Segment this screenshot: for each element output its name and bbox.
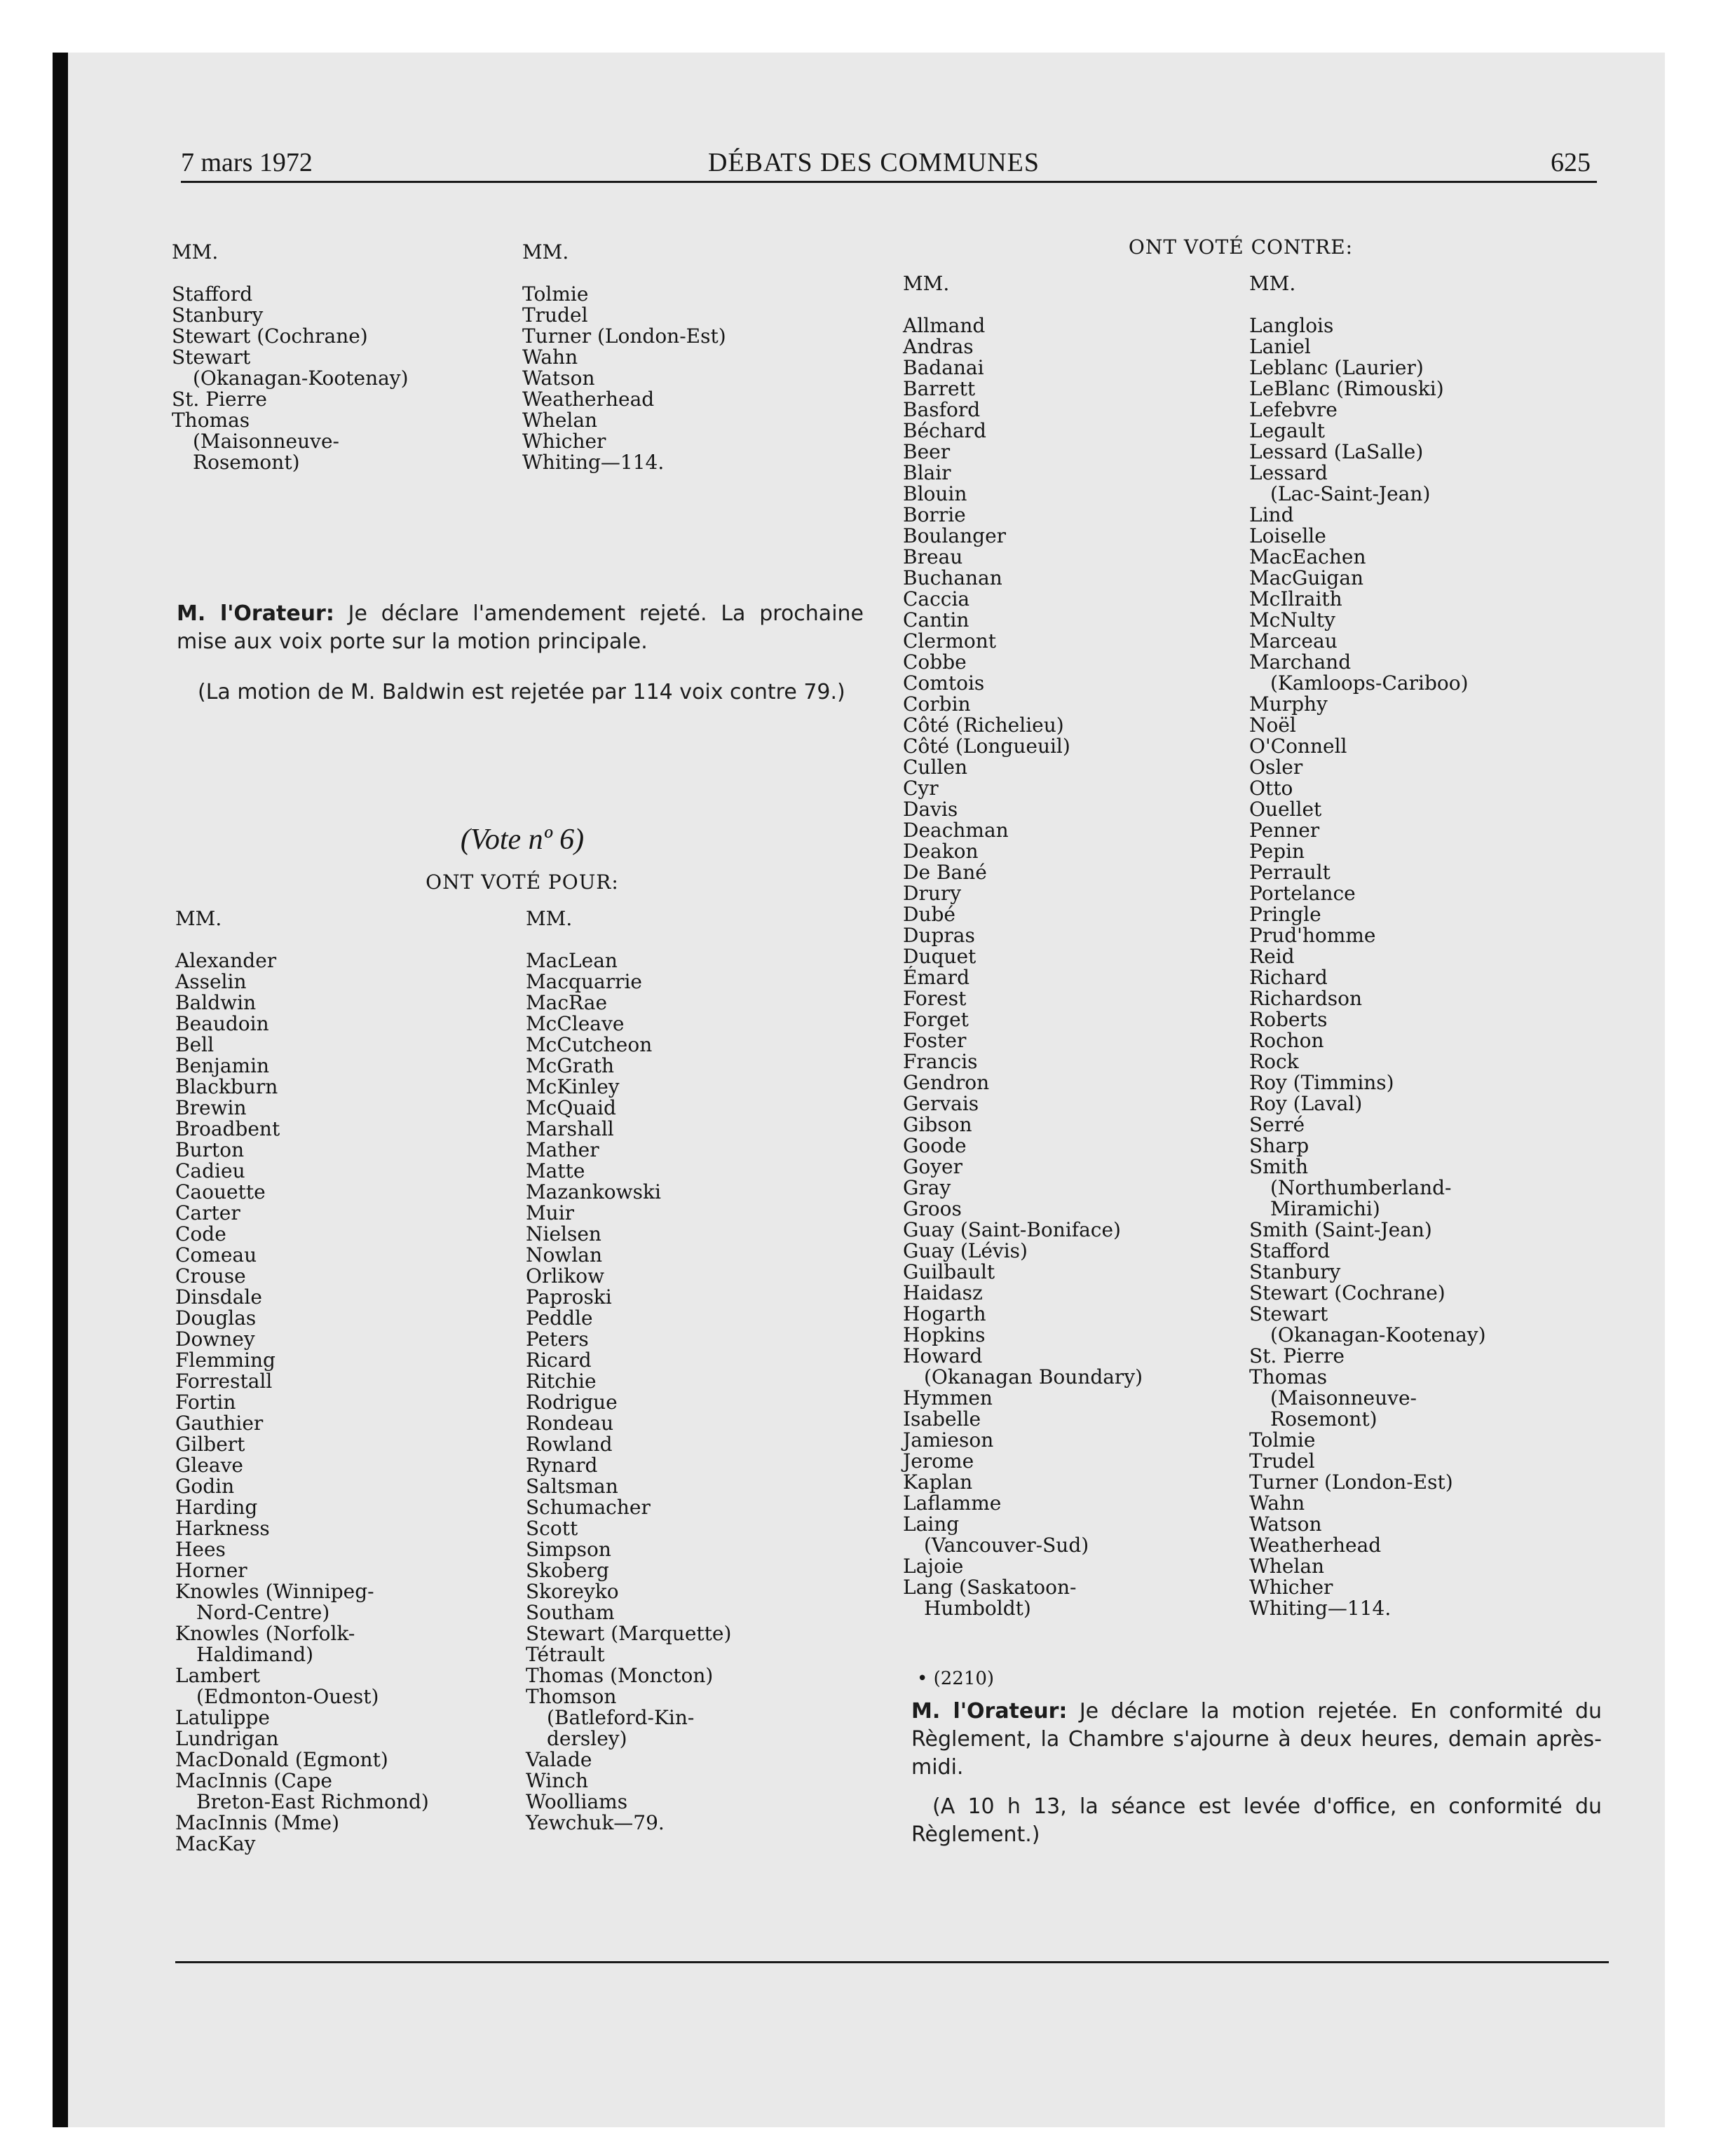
member-name: Orlikow	[526, 1264, 605, 1288]
member-name: Francis	[903, 1050, 978, 1073]
member-name: Stewart (Cochrane)	[1249, 1281, 1445, 1304]
footer-rule	[175, 1961, 1609, 1963]
member-name: Humboldt)	[924, 1597, 1031, 1620]
member-name: Deachman	[903, 819, 1009, 842]
name-list	[522, 284, 726, 473]
header-page-number: 625	[1551, 148, 1591, 177]
member-name: Dinsdale	[175, 1285, 262, 1309]
member-name: Weatherhead	[522, 388, 655, 411]
member-name: Perrault	[1249, 861, 1331, 884]
vote-for-heading: ONT VOTÉ POUR:	[426, 871, 619, 894]
member-name: Brewin	[175, 1096, 247, 1119]
member-name: Marchand	[1249, 650, 1352, 674]
result-paragraph: (La motion de M. Baldwin est rejetée par 114 voix contre 79.)	[198, 680, 845, 704]
member-name: Gervais	[903, 1092, 979, 1115]
member-name: Allmand	[903, 314, 986, 337]
member-name: Lajoie	[903, 1555, 964, 1578]
member-name: Thomas (Moncton)	[526, 1664, 714, 1687]
member-name: O'Connell	[1249, 735, 1347, 758]
speaker-paragraph-motion	[911, 1698, 1602, 1782]
member-name: Caccia	[903, 587, 970, 610]
member-name: Crouse	[175, 1264, 246, 1288]
vote-against-col1	[903, 273, 1143, 1619]
member-name: Baldwin	[175, 991, 257, 1014]
member-name: Clermont	[903, 629, 997, 653]
column-heading: MM.	[175, 907, 222, 930]
member-name: MacLean	[526, 949, 618, 972]
member-name: Boulanger	[903, 524, 1007, 547]
member-name: Rondeau	[526, 1412, 614, 1435]
member-name: Rynard	[526, 1454, 598, 1477]
member-name: Foster	[903, 1029, 967, 1052]
member-name: Guilbault	[903, 1260, 995, 1283]
vote-for-col2	[526, 908, 731, 1834]
member-name: Whicher	[1249, 1576, 1333, 1599]
cont-vote-col2	[522, 242, 726, 473]
member-name: Ouellet	[1249, 798, 1322, 821]
member-name: Marceau	[1249, 629, 1338, 653]
member-name: Stewart (Cochrane)	[172, 325, 368, 348]
member-name: Turner (London-Est)	[522, 325, 726, 348]
page-binding-edge	[53, 53, 68, 2127]
member-name: Asselin	[175, 970, 247, 993]
member-name: (Maisonneuve-	[193, 430, 339, 453]
member-name: Mazankowski	[526, 1180, 661, 1203]
member-name: Corbin	[903, 692, 971, 716]
member-name: Whiting—114.	[522, 451, 665, 474]
member-name: Knowles (Winnipeg-	[175, 1580, 374, 1603]
member-name: (Kamloops-Cariboo)	[1270, 671, 1469, 695]
member-name: St. Pierre	[172, 388, 267, 411]
member-name: Lundrigan	[175, 1727, 279, 1750]
member-name: Thomson	[526, 1685, 617, 1708]
header-title: DÉBATS DES COMMUNES	[708, 148, 1040, 177]
member-name: (Lac-Saint-Jean)	[1270, 482, 1431, 505]
member-name: Whicher	[522, 430, 606, 453]
member-name: Deakon	[903, 840, 979, 863]
member-name: Otto	[1249, 777, 1293, 800]
member-name: Broadbent	[175, 1117, 280, 1140]
member-name: Downey	[175, 1328, 255, 1351]
member-name: Skoberg	[526, 1559, 609, 1582]
vote-for-col1	[175, 908, 429, 1855]
speaker-label: M. l'Orateur:	[177, 601, 334, 626]
member-name: Douglas	[175, 1306, 257, 1330]
member-name: Buchanan	[903, 566, 1002, 589]
member-name: Blackburn	[175, 1075, 278, 1098]
member-name: Tolmie	[522, 282, 589, 306]
member-name: Wahn	[522, 346, 578, 369]
member-name: Goode	[903, 1134, 967, 1157]
member-name: Lessard (LaSalle)	[1249, 440, 1424, 463]
member-name: Stafford	[172, 282, 253, 306]
member-name: MacRae	[526, 991, 608, 1014]
member-name: Schumacher	[526, 1496, 651, 1519]
member-name: Knowles (Norfolk-	[175, 1622, 355, 1645]
member-name: Rock	[1249, 1050, 1299, 1073]
member-name: dersley)	[547, 1727, 627, 1750]
member-name: Pepin	[1249, 840, 1305, 863]
member-name: Stewart	[1249, 1302, 1328, 1325]
column-heading: MM.	[522, 240, 569, 264]
member-name: Horner	[175, 1559, 247, 1582]
closing-paragraph: (A 10 h 13, la séance est levée d'office, en conformité du Règlement.)	[911, 1794, 1602, 1847]
member-name: (Okanagan-Kootenay)	[1270, 1323, 1486, 1346]
member-name: Nielsen	[526, 1222, 601, 1246]
member-name: Breau	[903, 545, 963, 568]
member-name: MacGuigan	[1249, 566, 1364, 589]
member-name: Peters	[526, 1328, 589, 1351]
member-name: Rochon	[1249, 1029, 1324, 1052]
speaker-text: Je déclare l'amendement rejeté. La prochaine mise aux voix porte sur la motion principale.	[177, 601, 864, 654]
vote-title: (Vote nº 6)	[460, 824, 585, 856]
member-name: Whelan	[1249, 1555, 1325, 1578]
member-name: Cantin	[903, 608, 969, 632]
member-name: Forest	[903, 987, 967, 1010]
member-name: Wahn	[1249, 1492, 1305, 1515]
member-name: Prud'homme	[1249, 924, 1376, 947]
member-name: Richardson	[1249, 987, 1363, 1010]
member-name: McKinley	[526, 1075, 620, 1098]
member-name: Hopkins	[903, 1323, 986, 1346]
member-name: Code	[175, 1222, 226, 1246]
member-name: Richard	[1249, 966, 1328, 989]
member-name: Groos	[903, 1197, 962, 1220]
column-heading: MM.	[903, 272, 950, 295]
member-name: Southam	[526, 1601, 615, 1624]
member-name: Smith (Saint-Jean)	[1249, 1218, 1432, 1241]
member-name: LeBlanc (Rimouski)	[1249, 377, 1444, 400]
member-name: Tétrault	[526, 1643, 605, 1666]
member-name: Nord-Centre)	[196, 1601, 330, 1624]
member-name: Comeau	[175, 1243, 257, 1267]
member-name: Gibson	[903, 1113, 972, 1136]
member-name: Legault	[1249, 419, 1326, 442]
member-name: Nowlan	[526, 1243, 603, 1267]
member-name: Marshall	[526, 1117, 614, 1140]
member-name: Hogarth	[903, 1302, 986, 1325]
header-rule	[181, 181, 1597, 183]
member-name: MacInnis (Mme)	[175, 1811, 340, 1834]
member-name: McCutcheon	[526, 1033, 653, 1056]
member-name: Sharp	[1249, 1134, 1309, 1157]
member-name: Weatherhead	[1249, 1534, 1382, 1557]
member-name: Leblanc (Laurier)	[1249, 356, 1424, 379]
member-name: Loiselle	[1249, 524, 1326, 547]
member-name: MacDonald (Egmont)	[175, 1748, 388, 1771]
member-name: (Edmonton-Ouest)	[196, 1685, 379, 1708]
member-name: De Bané	[903, 861, 987, 884]
member-name: Rowland	[526, 1433, 613, 1456]
member-name: Caouette	[175, 1180, 266, 1203]
member-name: Stanbury	[1249, 1260, 1341, 1283]
member-name: Watson	[1249, 1513, 1322, 1536]
member-name: Émard	[903, 966, 969, 989]
member-name: Serré	[1249, 1113, 1305, 1136]
member-name: Goyer	[903, 1155, 962, 1178]
member-name: Saltsman	[526, 1475, 618, 1498]
member-name: Blair	[903, 461, 951, 484]
member-name: Laing	[903, 1513, 960, 1536]
member-name: Blouin	[903, 482, 967, 505]
member-name: Godin	[175, 1475, 235, 1498]
member-name: Simpson	[526, 1538, 611, 1561]
member-name: (Vancouver-Sud)	[924, 1534, 1089, 1557]
speaker-paragraph-amendment	[177, 600, 864, 656]
member-name: Breton-East Richmond)	[196, 1790, 429, 1813]
member-name: Laniel	[1249, 335, 1311, 358]
member-name: Hymmen	[903, 1386, 993, 1410]
member-name: Ricard	[526, 1349, 592, 1372]
member-name: Forrestall	[175, 1370, 273, 1393]
member-name: Lang (Saskatoon-	[903, 1576, 1077, 1599]
member-name: Rosemont)	[1270, 1407, 1377, 1431]
member-name: Béchard	[903, 419, 986, 442]
member-name: Smith	[1249, 1155, 1308, 1178]
column-heading: MM.	[1249, 272, 1296, 295]
member-name: Badanai	[903, 356, 984, 379]
member-name: McNulty	[1249, 608, 1335, 632]
member-name: McCleave	[526, 1012, 625, 1035]
member-name: Côté (Longueuil)	[903, 735, 1070, 758]
member-name: Murphy	[1249, 692, 1328, 716]
member-name: Skoreyko	[526, 1580, 619, 1603]
member-name: Stewart (Marquette)	[526, 1622, 732, 1645]
column-heading: MM.	[526, 907, 573, 930]
member-name: Davis	[903, 798, 958, 821]
member-name: Stafford	[1249, 1239, 1331, 1262]
member-name: Pringle	[1249, 903, 1321, 926]
member-name: Gleave	[175, 1454, 243, 1477]
member-name: Roberts	[1249, 1008, 1328, 1031]
member-name: Jerome	[903, 1449, 974, 1473]
member-name: Rodrigue	[526, 1391, 618, 1414]
member-name: Gendron	[903, 1071, 990, 1094]
member-name: Bell	[175, 1033, 215, 1056]
member-name: MacEachen	[1249, 545, 1366, 568]
member-name: Matte	[526, 1159, 585, 1182]
member-name: Borrie	[903, 503, 966, 526]
member-name: Tolmie	[1249, 1428, 1316, 1452]
member-name: Gray	[903, 1176, 951, 1199]
member-name: Andras	[903, 335, 974, 358]
member-name: Burton	[175, 1138, 245, 1161]
member-name: Rosemont)	[193, 451, 300, 474]
member-name: (Maisonneuve-	[1270, 1386, 1417, 1410]
member-name: Langlois	[1249, 314, 1334, 337]
name-list	[526, 950, 731, 1834]
member-name: Cyr	[903, 777, 939, 800]
member-name: MacKay	[175, 1832, 256, 1855]
member-name: Guay (Lévis)	[903, 1239, 1028, 1262]
vote-against-col2	[1249, 273, 1486, 1619]
speaker-text: Je déclare la motion rejetée. En conformité du Règlement, la Chambre s'ajourne à deux heures, demain après-midi.	[911, 1699, 1602, 1780]
member-name: Trudel	[522, 303, 588, 327]
member-name: Whiting—114.	[1249, 1597, 1392, 1620]
member-name: Dubé	[903, 903, 955, 926]
member-name: Côté (Richelieu)	[903, 714, 1064, 737]
member-name: Gilbert	[175, 1433, 245, 1456]
name-list	[1249, 315, 1486, 1619]
member-name: Watson	[522, 367, 595, 390]
member-name: (Okanagan-Kootenay)	[193, 367, 409, 390]
member-name: Osler	[1249, 756, 1303, 779]
member-name: Beaudoin	[175, 1012, 269, 1035]
member-name: Beer	[903, 440, 951, 463]
member-name: McIlraith	[1249, 587, 1342, 610]
name-list	[175, 950, 429, 1855]
member-name: Laflamme	[903, 1492, 1002, 1515]
member-name: Kaplan	[903, 1471, 973, 1494]
member-name: Paproski	[526, 1285, 612, 1309]
member-name: (Batleford-Kin-	[547, 1706, 695, 1729]
name-list	[172, 284, 409, 473]
member-name: Alexander	[175, 949, 277, 972]
time-marker: • (2210)	[917, 1668, 995, 1689]
member-name: Turner (London-Est)	[1249, 1471, 1453, 1494]
member-name: Whelan	[522, 409, 598, 432]
member-name: Lambert	[175, 1664, 260, 1687]
name-list	[903, 315, 1143, 1619]
member-name: Scott	[526, 1517, 578, 1540]
member-name: Roy (Timmins)	[1249, 1071, 1394, 1094]
member-name: Stanbury	[172, 303, 264, 327]
member-name: McQuaid	[526, 1096, 616, 1119]
member-name: Flemming	[175, 1349, 275, 1372]
member-name: Lessard	[1249, 461, 1328, 484]
member-name: McGrath	[526, 1054, 615, 1077]
member-name: Dupras	[903, 924, 975, 947]
member-name: Noël	[1249, 714, 1296, 737]
member-name: Benjamin	[175, 1054, 270, 1077]
member-name: Isabelle	[903, 1407, 981, 1431]
member-name: Basford	[903, 398, 981, 421]
member-name: Yewchuk—79.	[526, 1811, 665, 1834]
member-name: Portelance	[1249, 882, 1356, 905]
member-name: Gauthier	[175, 1412, 264, 1435]
member-name: Carter	[175, 1201, 240, 1224]
member-name: Reid	[1249, 945, 1295, 968]
member-name: Muir	[526, 1201, 575, 1224]
member-name: Ritchie	[526, 1370, 597, 1393]
member-name: Trudel	[1249, 1449, 1315, 1473]
member-name: (Okanagan Boundary)	[924, 1365, 1143, 1389]
vote-against-heading: ONT VOTÉ CONTRE:	[1128, 236, 1354, 259]
member-name: Harkness	[175, 1517, 270, 1540]
member-name: Roy (Laval)	[1249, 1092, 1363, 1115]
member-name: Drury	[903, 882, 962, 905]
member-name: Macquarrie	[526, 970, 642, 993]
member-name: Guay (Saint-Boniface)	[903, 1218, 1121, 1241]
member-name: Winch	[526, 1769, 588, 1792]
member-name: Comtois	[903, 671, 985, 695]
member-name: Haidasz	[903, 1281, 983, 1304]
member-name: Thomas	[172, 409, 250, 432]
member-name: Penner	[1249, 819, 1320, 842]
member-name: MacInnis (Cape	[175, 1769, 332, 1792]
header-date: 7 mars 1972	[181, 148, 313, 177]
member-name: Lind	[1249, 503, 1294, 526]
speaker-label: M. l'Orateur:	[911, 1699, 1068, 1724]
member-name: (Northumberland-	[1270, 1176, 1452, 1199]
member-name: Harding	[175, 1496, 258, 1519]
member-name: Valade	[526, 1748, 592, 1771]
member-name: Duquet	[903, 945, 977, 968]
member-name: Cadieu	[175, 1159, 245, 1182]
member-name: Barrett	[903, 377, 976, 400]
member-name: Cobbe	[903, 650, 967, 674]
member-name: Hees	[175, 1538, 226, 1561]
member-name: Mather	[526, 1138, 599, 1161]
member-name: Forget	[903, 1008, 969, 1031]
member-name: Thomas	[1249, 1365, 1328, 1389]
member-name: Latulippe	[175, 1706, 270, 1729]
member-name: Woolliams	[526, 1790, 628, 1813]
member-name: Miramichi)	[1270, 1197, 1380, 1220]
member-name: St. Pierre	[1249, 1344, 1345, 1367]
cont-vote-col1	[172, 242, 409, 473]
member-name: Haldimand)	[196, 1643, 314, 1666]
member-name: Lefebvre	[1249, 398, 1338, 421]
member-name: Peddle	[526, 1306, 593, 1330]
member-name: Howard	[903, 1344, 983, 1367]
member-name: Fortin	[175, 1391, 236, 1414]
member-name: Stewart	[172, 346, 251, 369]
member-name: Jamieson	[903, 1428, 994, 1452]
member-name: Cullen	[903, 756, 967, 779]
column-heading: MM.	[172, 240, 219, 264]
